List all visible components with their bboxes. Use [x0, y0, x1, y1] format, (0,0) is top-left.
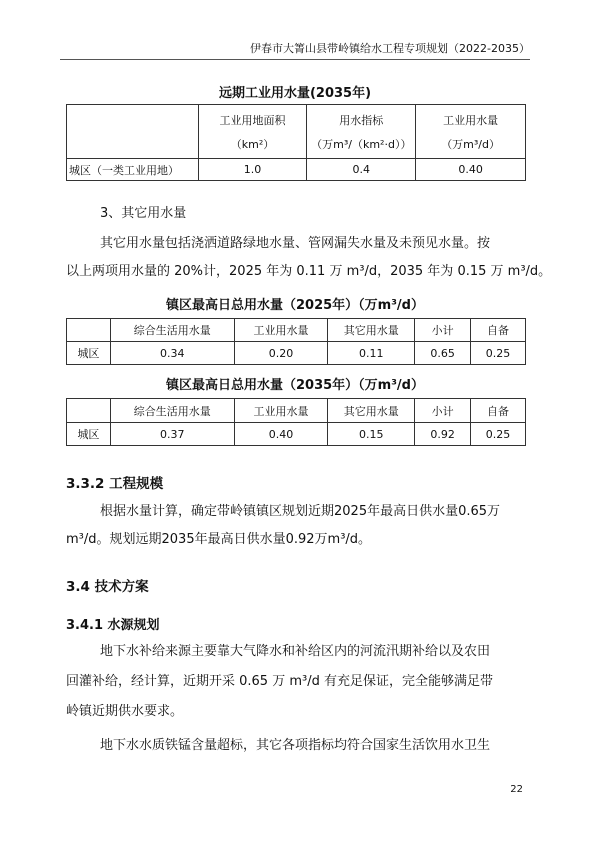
- table3-header-cell: 自备: [471, 399, 526, 423]
- section-34-heading: 3.4 技术方案: [66, 579, 149, 595]
- table1-caption: 远期工业用水量(2035年): [218, 86, 372, 101]
- table1-header-cell: 工业用地面积 （km²）: [198, 105, 307, 159]
- table2-header-cell: 综合生活用水量: [110, 319, 234, 342]
- table2: [66, 318, 526, 365]
- table3-cell: 城区: [67, 423, 111, 446]
- table3-cell: 0.40: [234, 423, 328, 446]
- table3-header-cell: 其它用水量: [328, 399, 415, 423]
- table3-caption: 镇区最高日总用水量（2035年）（万m³/d）: [166, 378, 424, 393]
- table3-cell: 0.92: [415, 423, 471, 446]
- table1-header-cell: 工业用水量 （万m³/d）: [416, 105, 526, 159]
- table1-header-cell: 用水指标 （万m³/（km²·d））: [307, 105, 416, 159]
- table-row: [67, 423, 526, 446]
- para-341-line2: 回灌补给，经计算，近期开采 0.65 万 m³/d 有充足保证，完全能够满足带: [66, 674, 493, 689]
- para-other-line1: 其它用水量包括浇洒道路绿地水量、管网漏失水量及未预见水量。按: [100, 236, 491, 251]
- table2-cell: 0.11: [328, 342, 415, 365]
- table3: [66, 398, 526, 446]
- table2-caption: 镇区最高日总用水量（2025年）（万m³/d）: [166, 298, 424, 313]
- table2-cell: 0.34: [110, 342, 234, 365]
- table-row: [67, 159, 526, 181]
- table3-header-row: [67, 399, 526, 423]
- para-332-line1: 根据水量计算，确定带岭镇镇区规划近期2025年最高日供水量0.65万: [100, 504, 501, 519]
- table2-header-cell: [67, 319, 111, 342]
- table2-cell: 0.20: [234, 342, 328, 365]
- table2-cell: 0.65: [415, 342, 471, 365]
- table1-header-cell: [67, 105, 199, 159]
- table2-header-cell: 其它用水量: [328, 319, 415, 342]
- table2-header-cell: 小计: [415, 319, 471, 342]
- table3-cell: 0.25: [471, 423, 526, 446]
- para-341-line3: 岭镇近期供水要求。: [66, 704, 184, 719]
- section-332-heading: 3.3.2 工程规模: [66, 476, 164, 492]
- table3-header-cell: [67, 399, 111, 423]
- table3-cell: 0.37: [110, 423, 234, 446]
- running-header: 伊春市大箐山县带岭镇给水工程专项规划（2022-2035）: [250, 42, 530, 55]
- table2-cell: 城区: [67, 342, 111, 365]
- table1-header-row: [67, 105, 526, 159]
- table1-cell: 0.40: [416, 159, 526, 181]
- para-other-line2: 以上两项用水量的 20%计，2025 年为 0.11 万 m³/d，2035 年为 0.15 万 m³/d。: [66, 264, 552, 279]
- para-last-line1: 地下水水质铁锰含量超标，其它各项指标均符合国家生活饮用水卫生: [100, 738, 491, 753]
- table3-header-cell: 小计: [415, 399, 471, 423]
- table1-cell: 0.4: [307, 159, 416, 181]
- header-rule: [60, 59, 530, 60]
- section-other-title: 3、其它用水量: [100, 206, 187, 221]
- table3-header-cell: 工业用水量: [234, 399, 328, 423]
- table2-header-cell: 工业用水量: [234, 319, 328, 342]
- table1: [66, 104, 526, 181]
- para-332-line2: m³/d。规划远期2035年最高日供水量0.92万m³/d。: [66, 532, 372, 547]
- section-341-heading: 3.4.1 水源规划: [66, 618, 160, 633]
- table2-header-cell: 自备: [471, 319, 526, 342]
- page-number: 22: [510, 784, 523, 795]
- para-341-line1: 地下水补给来源主要靠大气降水和补给区内的河流汛期补给以及农田: [100, 644, 491, 659]
- table-row: [67, 342, 526, 365]
- table3-header-cell: 综合生活用水量: [110, 399, 234, 423]
- table1-cell: 城区（一类工业用地）: [67, 159, 199, 181]
- table1-cell: 1.0: [198, 159, 307, 181]
- table3-cell: 0.15: [328, 423, 415, 446]
- table2-header-row: [67, 319, 526, 342]
- table2-cell: 0.25: [471, 342, 526, 365]
